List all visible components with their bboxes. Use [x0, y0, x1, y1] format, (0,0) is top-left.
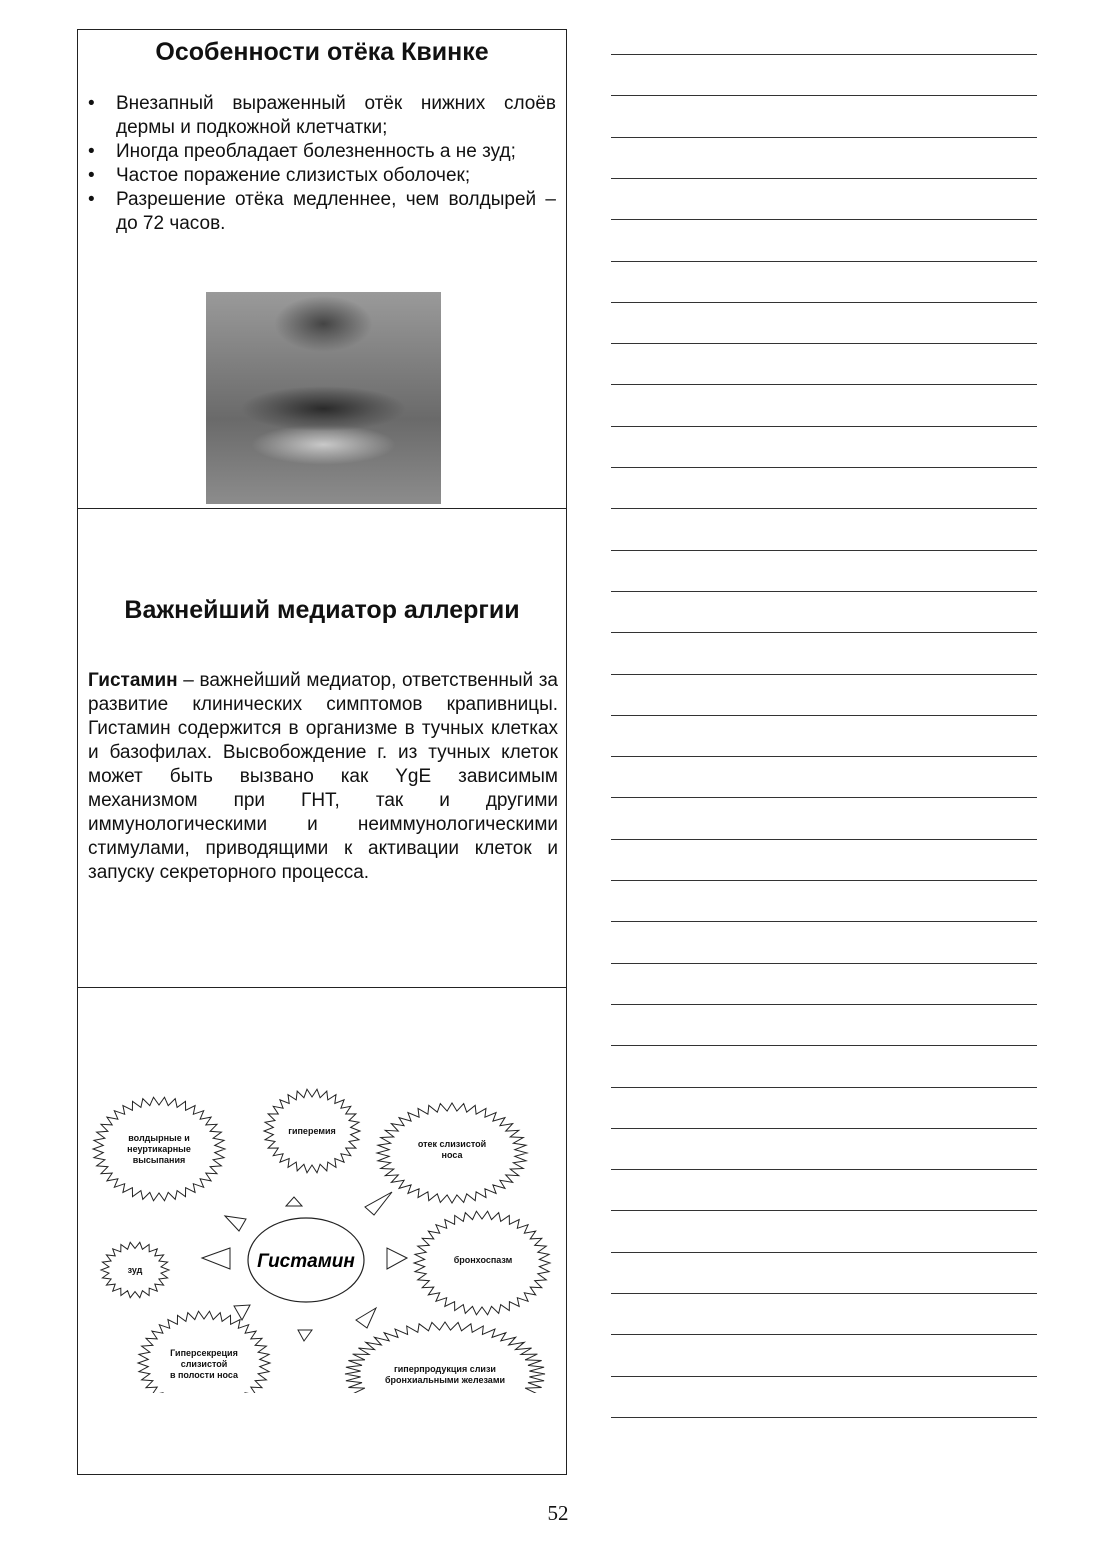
node-rash-label: волдырные и неуртикарные высыпания [127, 1133, 191, 1165]
angioedema-bullet-list [88, 92, 556, 236]
note-line [611, 261, 1037, 262]
note-line [611, 921, 1037, 922]
node-nasal-edema-label: отек слизистой носа [417, 1139, 487, 1160]
note-line [611, 839, 1037, 840]
mediator-panel [78, 508, 566, 987]
arrow-to-itch [202, 1248, 230, 1269]
note-line [611, 178, 1037, 179]
note-line [611, 632, 1037, 633]
node-hyperemia-label: гиперемия [288, 1126, 336, 1136]
arrow-to-hyperemia [286, 1197, 302, 1206]
note-line [611, 1252, 1037, 1253]
arrow-to-hypersecretion [234, 1305, 250, 1320]
left-content-frame [77, 29, 567, 1475]
arrow-to-hyperproduction [356, 1308, 376, 1328]
note-line [611, 1169, 1037, 1170]
note-line [611, 508, 1037, 509]
note-line [611, 1128, 1037, 1129]
note-line [611, 674, 1037, 675]
note-line [611, 426, 1037, 427]
bullet-item: • Иногда преобладает болезненность а не зуд; [88, 140, 556, 164]
arrow-to-nasal-edema [365, 1192, 392, 1215]
note-line [611, 1293, 1037, 1294]
note-line [611, 1087, 1037, 1088]
note-line [611, 1004, 1037, 1005]
note-line [611, 797, 1037, 798]
node-hypersecretion-label: Гиперсекреция слизистой в полости носа [169, 1348, 239, 1380]
node-itch-label: зуд [127, 1265, 143, 1275]
note-line [611, 756, 1037, 757]
note-line [611, 963, 1037, 964]
note-line [611, 137, 1037, 138]
histamine-diagram-panel [78, 987, 566, 1474]
arrow-down [298, 1330, 312, 1341]
note-line [611, 880, 1037, 881]
note-line [611, 302, 1037, 303]
note-line [611, 1417, 1037, 1418]
note-line [611, 1210, 1037, 1211]
note-line [611, 343, 1037, 344]
node-bronchospasm-label: бронхоспазм [453, 1255, 513, 1265]
histamine-effects-diagram [90, 1083, 556, 1393]
angioedema-title: Особенности отёка Квинке [155, 38, 489, 66]
angioedema-panel [78, 30, 566, 508]
note-line [611, 219, 1037, 220]
note-line [611, 1045, 1037, 1046]
note-line [611, 1376, 1037, 1377]
lip-edema-photo [206, 292, 441, 504]
histamine-paragraph [88, 669, 558, 885]
page-number: 52 [547, 1501, 569, 1525]
note-line [611, 550, 1037, 551]
note-line [611, 591, 1037, 592]
note-line [611, 54, 1037, 55]
histamine-term: Гистамин [88, 670, 178, 691]
mediator-title: Важнейший медиатор аллергии [124, 596, 520, 624]
histamine-description: – важнейший медиатор, ответственный за развитие клинических симптомов крапивницы. Гистамин содержится в организме в тучных клетках и базофилах. Высвобождение г. из тучных клеток может быть вызвано как YgE зависимым механизмом при ГНТ, так и другими иммунологическими и неиммунологическими стимулами, приводящими к активации клеток и запуску секреторного процесса. [88, 670, 558, 883]
bullet-item: • Разрешение отёка медленнее, чем волдырей – до 72 часов. [88, 188, 556, 236]
note-line [611, 1334, 1037, 1335]
note-line [611, 467, 1037, 468]
bullet-item: • Частое поражение слизистых оболочек; [88, 164, 556, 188]
bullet-item: • Внезапный выраженный отёк нижних слоёв дермы и подкожной клетчатки; [88, 92, 556, 140]
note-line [611, 715, 1037, 716]
histamine-center-label: Гистамин [257, 1251, 355, 1272]
note-line [611, 384, 1037, 385]
note-line [611, 95, 1037, 96]
node-hyperproduction-label: гиперпродукция слизи бронхиальными железами [384, 1364, 506, 1385]
arrow-to-rash [225, 1216, 246, 1231]
arrow-to-bronchospasm [387, 1248, 407, 1269]
